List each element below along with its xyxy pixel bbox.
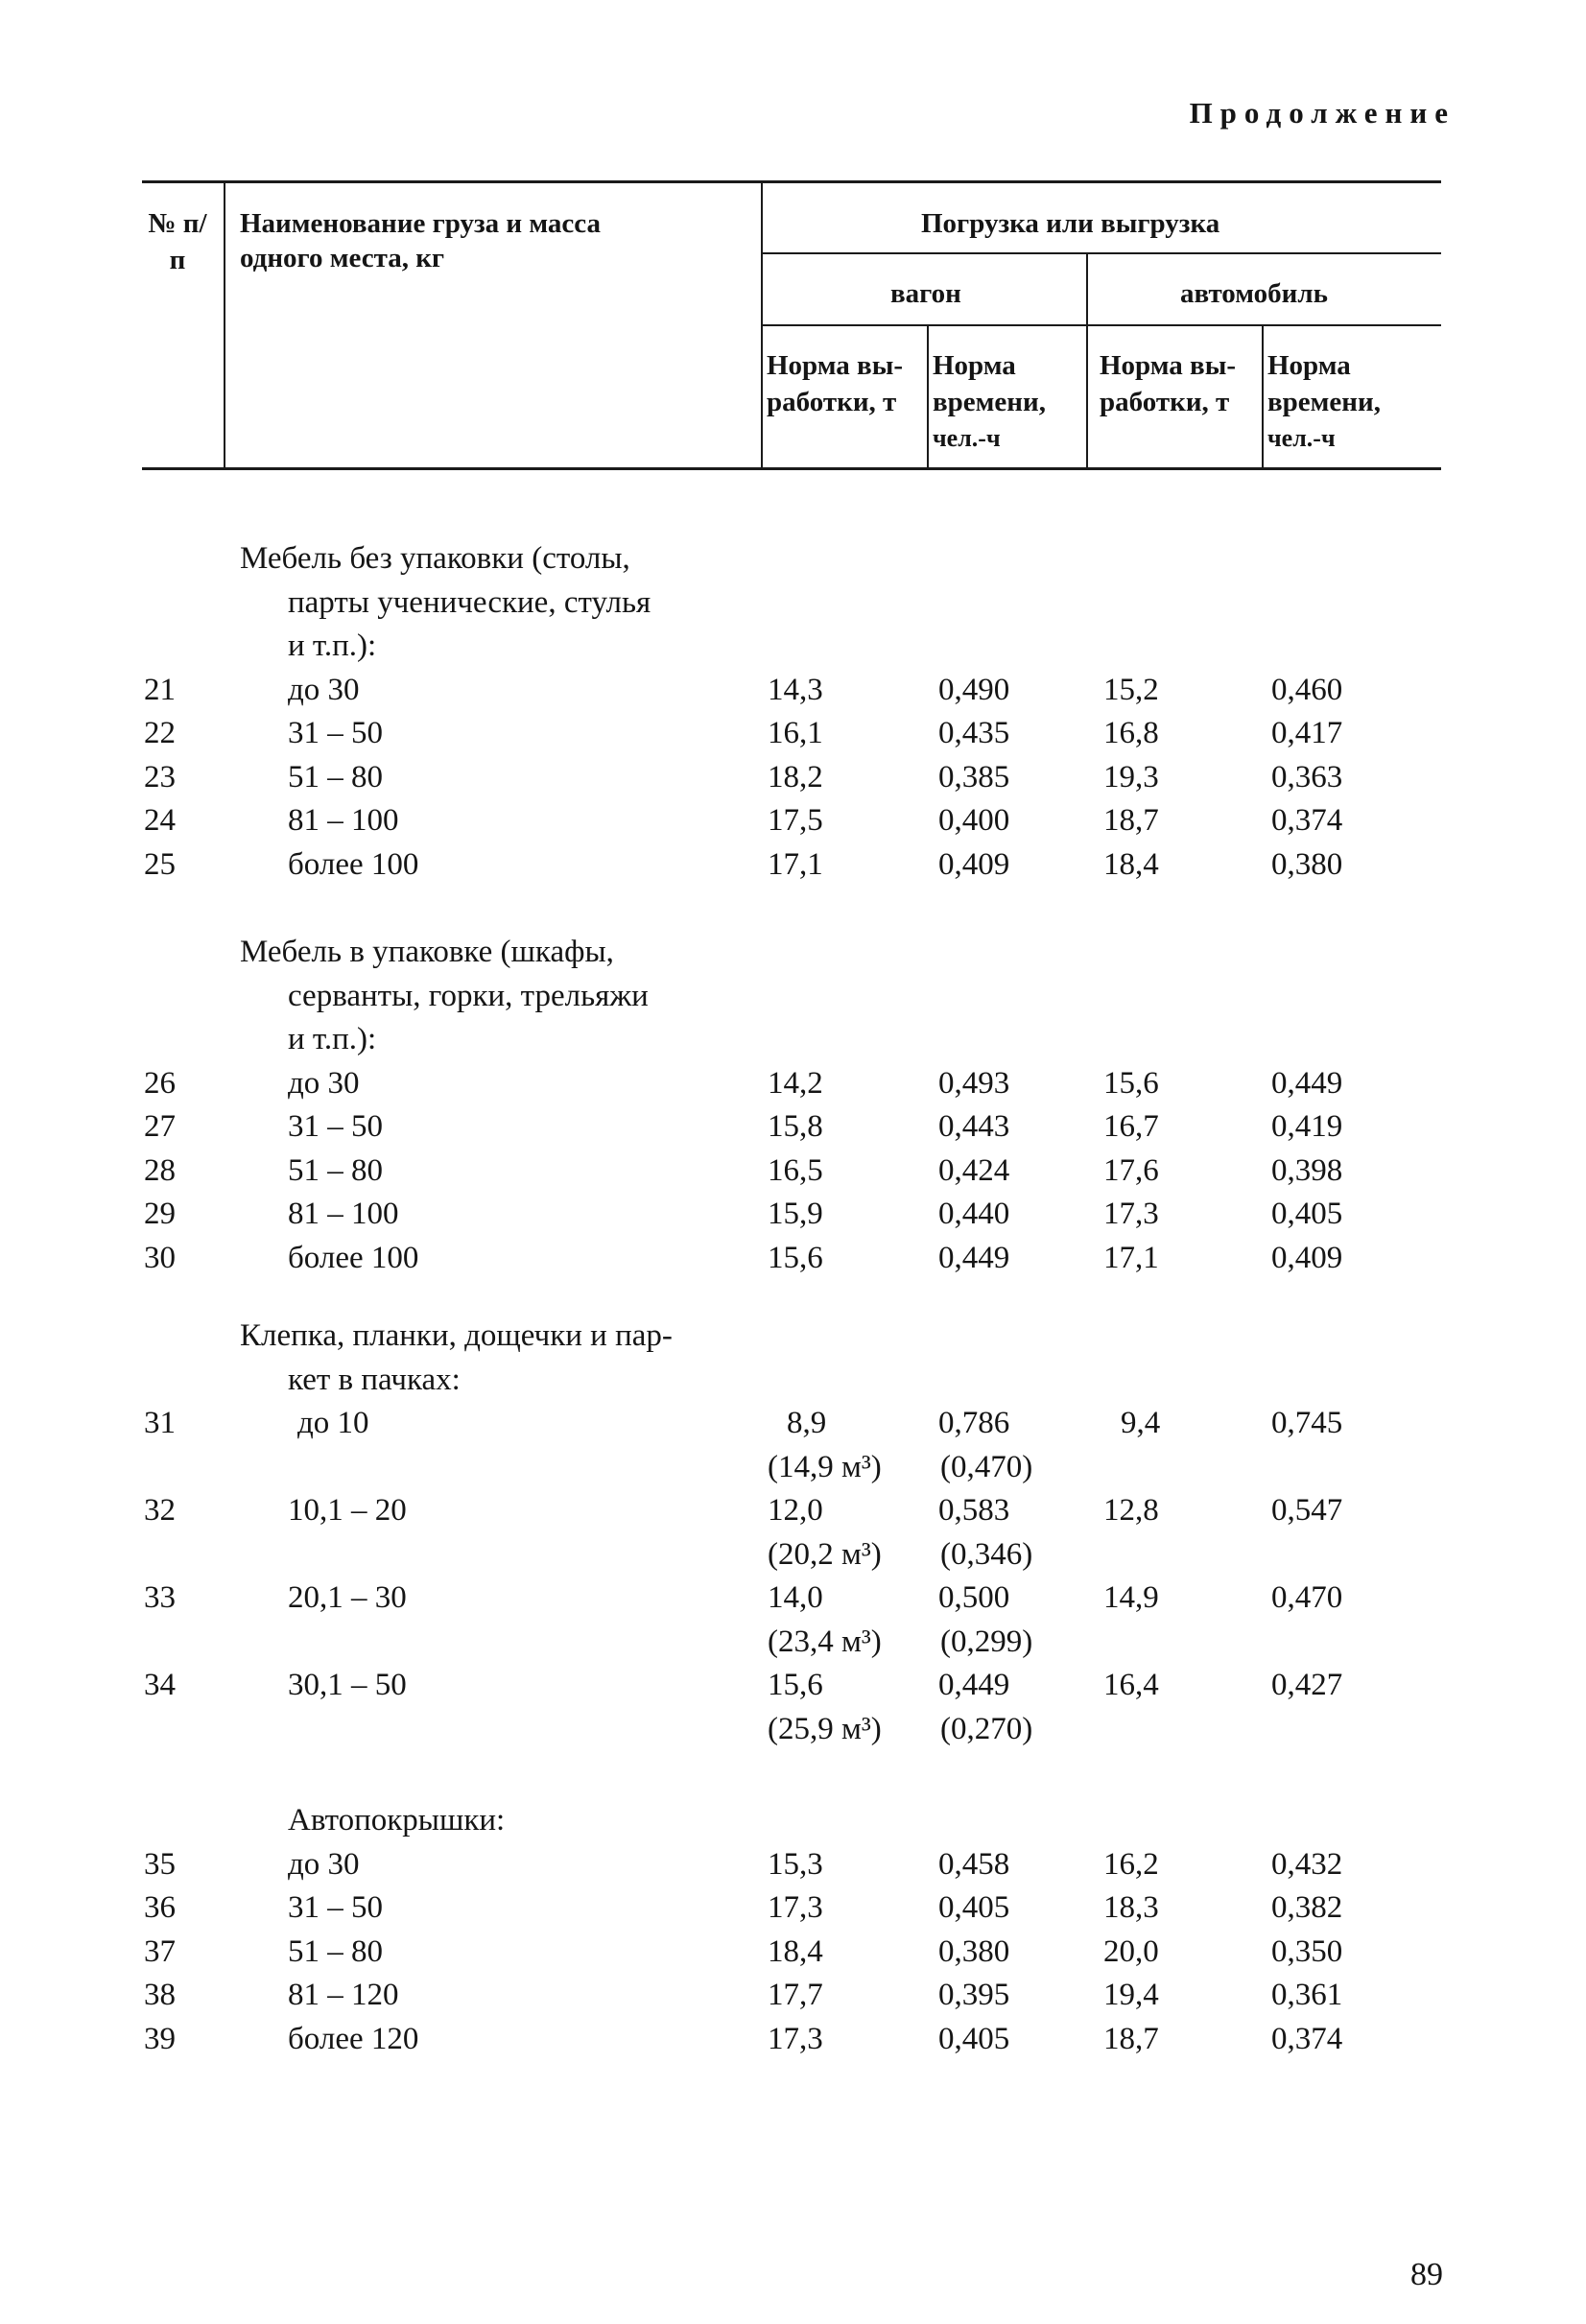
auto-output: 9,4 [1121,1406,1161,1440]
header-wagon-time-line2: времени, [933,387,1046,417]
header-wagon-output-line1: Норма вы- [767,350,904,381]
header-bottom-rule [142,467,1441,470]
wagon-time-volume: (0,299) [940,1624,1033,1659]
wagon-time-volume: (0,346) [940,1536,1033,1572]
wagon-time: 0,500 [938,1580,1010,1615]
row-number: 31 [144,1406,176,1440]
row-name: 51 – 80 [288,759,383,794]
auto-output: 16,7 [1103,1109,1159,1144]
section-title-line: Клепка, планки, дощечки и пар- [240,1318,673,1353]
auto-time: 0,363 [1271,759,1343,794]
row-number: 33 [144,1580,176,1615]
auto-time: 0,419 [1271,1109,1343,1144]
auto-output: 20,0 [1103,1933,1159,1969]
section-title-line: кет в пачках: [288,1362,461,1397]
auto-time: 0,470 [1271,1580,1343,1615]
group-rule [763,252,1441,254]
row-name: 31 – 50 [288,1109,383,1144]
row-number: 25 [144,846,176,882]
wagon-time: 0,435 [938,716,1010,750]
row-number: 32 [144,1493,176,1528]
wagon-output: 16,1 [768,716,823,750]
wagon-time: 0,424 [938,1152,1010,1188]
row-name: более 120 [288,2021,419,2056]
page-number: 89 [1410,2257,1443,2292]
divider-num [224,180,225,468]
row-name: до 10 [297,1406,369,1440]
header-group: Погрузка или выгрузка [921,208,1220,239]
header-name-line2: одного места, кг [240,243,445,273]
header-auto-time-line3: чел.-ч [1267,424,1336,452]
auto-time: 0,432 [1271,1846,1343,1882]
wagon-output: 17,3 [768,1890,823,1925]
auto-output: 15,2 [1103,672,1159,707]
wagon-time: 0,583 [938,1493,1010,1528]
header-top-rule [142,180,1441,183]
auto-output: 16,8 [1103,716,1159,750]
wagon-output: 14,0 [768,1580,823,1615]
wagon-time: 0,440 [938,1197,1010,1231]
row-name: до 30 [288,1065,360,1101]
wagon-time: 0,395 [938,1978,1010,2012]
wagon-time: 0,493 [938,1065,1010,1101]
auto-output: 17,6 [1103,1152,1159,1188]
wagon-output: 15,8 [768,1109,823,1144]
header-auto-time-line1: Норма [1267,350,1351,381]
wagon-output: 17,3 [768,2021,823,2056]
wagon-output-volume: (23,4 м³) [768,1624,882,1659]
wagon-time-volume: (0,470) [940,1449,1033,1484]
auto-time: 0,382 [1271,1890,1343,1925]
auto-time: 0,417 [1271,716,1343,750]
auto-output: 17,1 [1103,1240,1159,1275]
row-name: 10,1 – 20 [288,1493,407,1528]
row-number: 35 [144,1846,176,1882]
auto-output: 16,2 [1103,1846,1159,1882]
wagon-time: 0,449 [938,1668,1010,1702]
header-auto-output-line2: работки, т [1100,387,1230,417]
row-number: 29 [144,1197,176,1231]
wagon-output-volume: (25,9 м³) [768,1711,882,1746]
header-wagon-output-line2: работки, т [767,387,897,417]
section-title-line: и т.п.): [288,1022,377,1056]
header-wagon: вагон [890,278,961,309]
divider-mode [1086,252,1088,468]
wagon-time: 0,449 [938,1240,1010,1275]
header-auto: автомобиль [1180,278,1328,309]
auto-time: 0,374 [1271,2021,1343,2056]
wagon-time: 0,786 [938,1406,1010,1440]
wagon-output: 8,9 [787,1406,827,1440]
wagon-output: 17,7 [768,1978,823,2012]
row-name: более 100 [288,1240,419,1275]
row-name: 31 – 50 [288,1890,383,1925]
wagon-output-volume: (14,9 м³) [768,1449,882,1484]
row-number: 27 [144,1109,176,1144]
auto-time: 0,427 [1271,1668,1343,1702]
section-title-line: Мебель без упаковки (столы, [240,541,630,576]
auto-output: 18,3 [1103,1890,1159,1925]
auto-time: 0,380 [1271,846,1343,882]
auto-output: 19,3 [1103,759,1159,794]
wagon-output: 17,5 [768,803,823,838]
auto-output: 19,4 [1103,1978,1159,2012]
row-name: 31 – 50 [288,716,383,750]
row-name: 81 – 100 [288,1197,399,1231]
row-name: до 30 [288,672,360,707]
row-number: 36 [144,1890,176,1925]
wagon-time: 0,409 [938,846,1010,882]
row-number: 23 [144,759,176,794]
auto-time: 0,405 [1271,1197,1343,1231]
auto-time: 0,398 [1271,1152,1343,1188]
row-number: 26 [144,1065,176,1101]
wagon-output: 18,4 [768,1933,823,1969]
section-title-line: парты ученические, стулья [288,584,651,620]
auto-output: 17,3 [1103,1197,1159,1231]
row-name: 51 – 80 [288,1933,383,1969]
row-number: 39 [144,2021,176,2056]
wagon-output: 15,6 [768,1668,823,1702]
row-number: 37 [144,1933,176,1969]
row-number: 24 [144,803,176,838]
wagon-output: 16,5 [768,1152,823,1188]
continued-label: Продолжение [1189,96,1456,130]
auto-time: 0,460 [1271,672,1343,707]
auto-time: 0,361 [1271,1978,1343,2012]
auto-time: 0,547 [1271,1493,1343,1528]
row-number: 30 [144,1240,176,1275]
section-title-line: и т.п.): [288,628,377,663]
wagon-output: 15,3 [768,1846,823,1882]
auto-time: 0,374 [1271,803,1343,838]
header-num: № п/п [148,208,207,275]
row-number: 22 [144,716,176,750]
section-title-line: Мебель в упаковке (шкафы, [240,935,614,969]
header-auto-time-line2: времени, [1267,387,1381,417]
section-title-line: Автопокрышки: [288,1803,506,1838]
auto-output: 18,7 [1103,2021,1159,2056]
header-wagon-time-line1: Норма [933,350,1016,381]
auto-time: 0,350 [1271,1933,1343,1969]
auto-output: 18,7 [1103,803,1159,838]
row-number: 21 [144,672,176,707]
auto-time: 0,745 [1271,1406,1343,1440]
auto-output: 14,9 [1103,1580,1159,1615]
wagon-time: 0,405 [938,1890,1010,1925]
wagon-time-volume: (0,270) [940,1711,1033,1746]
wagon-time: 0,405 [938,2021,1010,2056]
subgroup-rule [763,324,1441,326]
section-title-line: серванты, горки, трельяжи [288,978,649,1013]
wagon-output: 14,3 [768,672,823,707]
row-name: 81 – 100 [288,803,399,838]
divider-auto-cols [1262,324,1264,468]
auto-time: 0,409 [1271,1240,1343,1275]
auto-output: 18,4 [1103,846,1159,882]
row-number: 34 [144,1668,176,1702]
divider-wagon-cols [927,324,929,468]
wagon-output: 14,2 [768,1065,823,1101]
wagon-time: 0,490 [938,672,1010,707]
row-number: 38 [144,1978,176,2012]
wagon-time: 0,380 [938,1933,1010,1969]
wagon-output: 18,2 [768,759,823,794]
wagon-output-volume: (20,2 м³) [768,1536,882,1572]
auto-output: 15,6 [1103,1065,1159,1101]
row-number: 28 [144,1152,176,1188]
wagon-time: 0,385 [938,759,1010,794]
auto-time: 0,449 [1271,1065,1343,1101]
wagon-time: 0,443 [938,1109,1010,1144]
wagon-time: 0,400 [938,803,1010,838]
row-name: более 100 [288,846,419,882]
row-name: 81 – 120 [288,1978,399,2012]
row-name: 51 – 80 [288,1152,383,1188]
wagon-output: 15,9 [768,1197,823,1231]
header-wagon-time-line3: чел.-ч [933,424,1001,452]
wagon-output: 15,6 [768,1240,823,1275]
wagon-output: 17,1 [768,846,823,882]
row-name: 20,1 – 30 [288,1580,407,1615]
wagon-time: 0,458 [938,1846,1010,1882]
auto-output: 16,4 [1103,1668,1159,1702]
row-name: 30,1 – 50 [288,1668,407,1702]
header-name-line1: Наименование груза и масса [240,208,602,239]
row-name: до 30 [288,1846,360,1882]
header-auto-output-line1: Норма вы- [1100,350,1237,381]
wagon-output: 12,0 [768,1493,823,1528]
divider-name [761,180,763,468]
auto-output: 12,8 [1103,1493,1159,1528]
